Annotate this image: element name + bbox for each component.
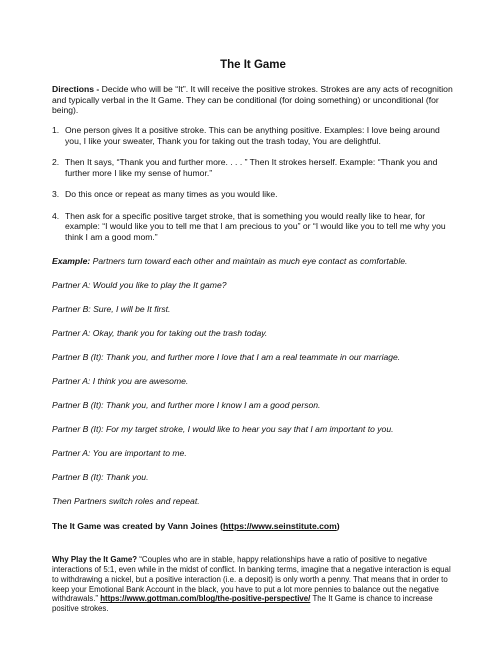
why-heading: Why Play the It Game?	[52, 555, 138, 565]
step-number: 4.	[52, 210, 60, 221]
example-label: Example:	[52, 256, 91, 267]
why-tail: The It Game is chance to increase positive strokes.	[52, 594, 433, 614]
credit-text: The It Game was created by Vann Joines (	[52, 520, 223, 531]
directions-text: Decide who will be “It”. It will receive the positive strokes. Strokes are any acts of recognition and typically verbal in the It Game. They can be conditional (for doing something) or unconditional (for being).	[52, 84, 453, 115]
step-item	[52, 211, 454, 242]
why-body: “Couples who are in stable, happy relationships have a ratio of positive to negative interactions of 5:1, even while in the midst of conflict. In banking terms, imagine that a negative interaction is equal to withdrawing a nickel, but a positive interaction (i.e. a deposit) is only worth a penny. That means that in order to keep your Emotional Bank Account in the black, you have to put a lot more pennies to balance out the negative withdrawals.”	[52, 555, 451, 604]
dialog-line: Partner B (It): For my target stroke, I would like to hear you say that I am important to you.	[52, 424, 394, 435]
dialog-line: Partner A: I think you are awesome.	[52, 376, 189, 387]
directions-paragraph	[52, 84, 454, 115]
credit-link[interactable]: https://www.seinstitute.com	[222, 520, 337, 531]
credit-close: )	[336, 520, 340, 531]
step-text: Do this once or repeat as many times as you would like.	[65, 189, 278, 200]
credit-line	[52, 521, 454, 531]
example-text: Partners turn toward each other and maintain as much eye contact as comfortable.	[90, 256, 408, 267]
steps-list	[52, 125, 454, 242]
dialog-line: Partner B: Sure, I will be It first.	[52, 304, 171, 315]
dialog-line: Partner B (It): Thank you, and further more I love that I am a real teammate in our marriage.	[52, 352, 401, 363]
step-item	[52, 157, 454, 178]
dialog-line: Partner A: You are important to me.	[52, 448, 187, 459]
step-number: 1.	[52, 125, 60, 136]
example-paragraph	[52, 256, 454, 266]
dialog-line: Partner A: Would you like to play the It game?	[52, 280, 227, 291]
step-text: Then ask for a specific positive target stroke, that is something you would really like to hear, for example: “I would like you to tell me that I am precious to you” or “I would like you to tell me why you think I am a good mom.”	[65, 210, 446, 242]
step-number: 2.	[52, 157, 60, 168]
dialog-line: Partner B (It): Thank you.	[52, 472, 149, 483]
step-number: 3.	[52, 189, 60, 200]
step-item	[52, 125, 454, 146]
dialog-line: Then Partners switch roles and repeat.	[52, 496, 200, 507]
why-paragraph	[52, 555, 454, 614]
dialog-line: Partner A: Okay, thank you for taking out the trash today.	[52, 328, 268, 339]
gottman-link[interactable]: https://www.gottman.com/blog/the-positive-perspective/	[100, 594, 311, 604]
page-title: The It Game	[220, 59, 286, 71]
step-item	[52, 189, 454, 199]
dialog-line: Partner B (It): Thank you, and further more I know I am a good person.	[52, 400, 321, 411]
directions-label: Directions -	[52, 84, 100, 95]
step-text: Then It says, “Thank you and further more. . . . ” Then It strokes herself. Example: “Thank you and further more I like my sense of humor.”	[65, 157, 438, 178]
step-text: One person gives It a positive stroke. This can be anything positive. Examples: I love being around you, I like your sweater, Thank you for taking out the trash today, You are delightful.	[65, 125, 440, 146]
